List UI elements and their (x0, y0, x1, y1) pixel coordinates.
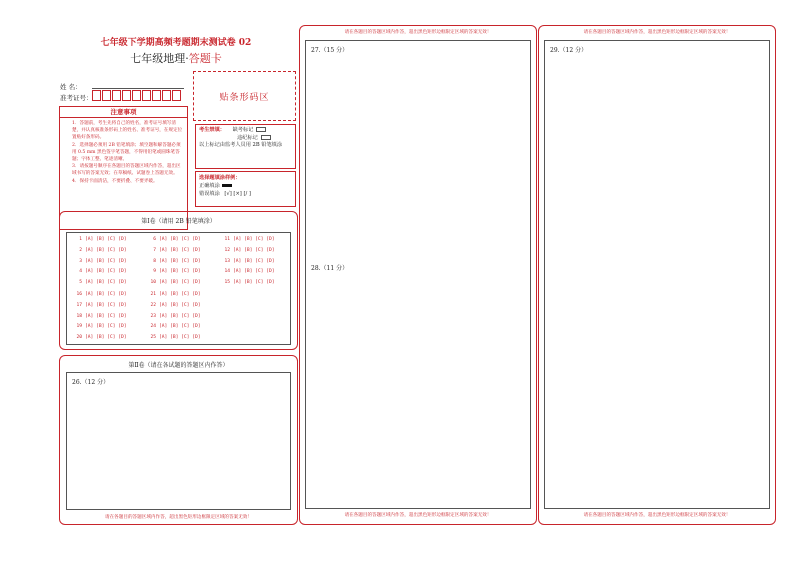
answer-options[interactable]: [A] [B] [C] [D] (85, 280, 127, 286)
choice-question-3[interactable] (73, 259, 127, 264)
question-26-label: 26.（12 分） (72, 379, 110, 386)
question-number: 21 (150, 292, 156, 297)
answer-area-26[interactable] (66, 372, 291, 510)
answer-options[interactable]: [A] [B] [C] [D] (159, 237, 201, 242)
answer-options[interactable]: [A] [B] [C] [D] (233, 258, 275, 264)
question-number: 2 (79, 247, 82, 253)
choice-question-11[interactable] (221, 237, 275, 242)
question-number: 1 (79, 237, 82, 242)
choice-question-19[interactable] (73, 324, 127, 329)
choice-question-2[interactable] (73, 248, 127, 253)
choice-question-7[interactable] (147, 248, 201, 253)
answer-card-label: 答题卡 (188, 52, 222, 65)
answer-options[interactable]: [A] [B] [C] [D] (159, 258, 201, 264)
question-number: 23 (150, 313, 156, 319)
answer-options[interactable]: [A] [B] [C] [D] (85, 258, 127, 264)
name-line[interactable] (92, 88, 184, 89)
question-number: 20 (76, 335, 82, 341)
answer-options[interactable]: [A] [B] [C] [D] (233, 237, 275, 242)
notice-item: 1．答题前，考生先将自己的姓名，准考证号填写清楚，并认真核准条形码上的姓名、准考证号，在规定位置贴好条形码。 (72, 121, 183, 141)
choice-question-5[interactable] (73, 280, 127, 285)
question-number: 11 (224, 237, 230, 242)
answer-options[interactable]: [A] [B] [C] [D] (85, 269, 127, 275)
absent-mark-box[interactable] (256, 127, 266, 132)
question-number: 17 (76, 302, 82, 308)
question-number: 22 (150, 302, 156, 308)
answer-options[interactable]: [A] [B] [C] [D] (159, 313, 201, 319)
answer-options[interactable]: [A] [B] [C] [D] (233, 247, 275, 253)
notice-item: 2．选择题必须用 2B 铅笔填涂；填空题和解答题必须用 0.5 mm 黑色签字笔答题，不得用铅笔或圆珠笔答题；字体工整、笔迹清晰。 (72, 142, 181, 163)
answer-options[interactable]: [A] [B] [C] [D] (159, 302, 201, 308)
warning-text: 请在各题目的答题区域内作答，超出黑色矩形边框限定区域的答案无效！ (583, 513, 731, 518)
question-number: 19 (76, 324, 82, 330)
choice-question-6[interactable] (147, 237, 201, 242)
choice-question-14[interactable] (221, 269, 275, 274)
notice-list (60, 120, 187, 185)
choice-question-16[interactable] (73, 292, 127, 297)
question-number: 14 (224, 269, 230, 275)
choice-question-22[interactable] (147, 303, 201, 308)
choice-question-4[interactable] (73, 269, 127, 274)
part2-section (59, 355, 298, 525)
violation-label: 违纪标记 (237, 134, 258, 141)
warning-text: 请在各题目的答题区域内作答，超出黑色矩形边框限定区域的答案无效！ (344, 513, 492, 518)
choice-question-8[interactable] (147, 259, 201, 264)
answer-options[interactable]: [A] [B] [C] [D] (85, 302, 127, 308)
choice-question-1[interactable] (73, 237, 127, 242)
exam-status-box (195, 124, 296, 169)
answer-options[interactable]: [A] [B] [C] [D] (85, 247, 127, 253)
answer-options[interactable]: [A] [B] [C] [D] (233, 269, 275, 275)
answer-options[interactable]: [A] [B] [C] [D] (159, 324, 201, 330)
answer-column-3 (538, 25, 776, 525)
choice-question-25[interactable] (147, 335, 201, 340)
answer-options[interactable]: [A] [B] [C] [D] (159, 292, 201, 297)
answer-options[interactable]: [A] [B] [C] [D] (159, 335, 201, 341)
question-number: 25 (150, 335, 156, 341)
question-number: 10 (150, 280, 156, 286)
question-number: 3 (79, 258, 82, 264)
wrong-fill-marks: [√] [×] [/ ] (224, 191, 251, 197)
answer-options[interactable]: [A] [B] [C] [D] (85, 324, 127, 330)
fill-sample-box (195, 171, 296, 207)
answer-options[interactable]: [A] [B] [C] [D] (85, 313, 127, 319)
correct-fill-mark (222, 184, 232, 187)
exam-id-label: 准考证号： (60, 94, 93, 102)
choice-question-10[interactable] (147, 280, 201, 285)
choice-question-18[interactable] (73, 314, 127, 319)
part1-title: 第Ⅰ卷（请用 2B 铅笔填涂） (141, 218, 216, 225)
question-number: 24 (150, 324, 156, 330)
question-number: 8 (153, 258, 156, 264)
subject-title (60, 50, 292, 66)
question-number: 15 (224, 280, 230, 286)
choice-question-21[interactable] (147, 292, 201, 297)
name-label: 姓 名： (60, 83, 82, 91)
part2-title: 第Ⅱ卷（请在各试题的答题区内作答） (128, 362, 229, 369)
part1-section (59, 211, 298, 350)
subject-label: 七年级地理· (130, 52, 189, 65)
answer-area-27-28[interactable] (305, 40, 531, 509)
correct-fill-label: 正确填涂 (199, 183, 220, 189)
question-29-label: 29.（12 分） (550, 47, 588, 54)
barcode-area: 贴条形码区 (193, 71, 296, 121)
notice-item: 4．保持卡面清洁，不要折叠、不要弄破。 (72, 178, 158, 184)
warning-text: 请在各题目的答题区域内作答，超出黑色矩形边框限定区域的答案无效！ (104, 515, 252, 520)
question-number: 13 (224, 258, 230, 264)
choice-question-13[interactable] (221, 259, 275, 264)
answer-options[interactable]: [A] [B] [C] [D] (85, 292, 127, 297)
warning-text: 请在各题目的答题区域内作答，超出黑色矩形边框限定区域的答案无效！ (583, 30, 731, 35)
choice-grid (66, 232, 291, 345)
answer-options[interactable]: [A] [B] [C] [D] (159, 280, 201, 286)
choice-question-17[interactable] (73, 303, 127, 308)
choice-question-12[interactable] (221, 248, 275, 253)
question-number: 9 (153, 269, 156, 275)
choice-question-23[interactable] (147, 314, 201, 319)
exam-id-boxes[interactable] (92, 90, 182, 101)
question-28-label: 28.（11 分） (311, 265, 349, 272)
warning-text: 请在各题目的答题区域内作答，超出黑色矩形边框限定区域的答案无效！ (344, 30, 492, 35)
choice-question-9[interactable] (147, 269, 201, 274)
answer-options[interactable]: [A] [B] [C] [D] (85, 237, 127, 242)
violation-mark-box[interactable] (261, 135, 271, 140)
answer-options[interactable]: [A] [B] [C] [D] (233, 280, 275, 286)
question-number: 5 (79, 280, 82, 286)
question-number: 18 (76, 313, 82, 319)
answer-area-29[interactable] (544, 40, 770, 509)
answer-options[interactable]: [A] [B] [C] [D] (85, 335, 127, 341)
fill-sample-title: 选择题填涂样例： (199, 175, 241, 181)
notice-title: 注意事项 (60, 107, 187, 118)
choice-question-20[interactable] (73, 335, 127, 340)
answer-column-2 (299, 25, 537, 525)
answer-options[interactable]: [A] [B] [C] [D] (159, 269, 201, 275)
absent-label: 缺考标记 (232, 127, 254, 133)
question-27-label: 27.（15 分） (311, 47, 349, 54)
choice-question-24[interactable] (147, 324, 201, 329)
exam-status-note: 以上标记由监考人员用 2B 铅笔填涂 (199, 142, 283, 148)
exam-title: 七年级下学期高频考题期末测试卷 02 (100, 38, 252, 48)
wrong-fill-label: 错误填涂 (199, 191, 220, 197)
question-number: 6 (153, 237, 156, 242)
choice-question-15[interactable] (221, 280, 275, 285)
question-number: 7 (153, 247, 156, 253)
question-number: 16 (76, 292, 82, 297)
answer-options[interactable]: [A] [B] [C] [D] (159, 247, 201, 253)
exam-status-title: 考生禁填： (199, 127, 225, 133)
notice-item: 3．请按题号顺序在各题目的答题区域内作答，超出区域书写的答案无效；在草稿纸、试题卷上答题无效。 (72, 164, 181, 177)
question-number: 12 (224, 247, 230, 253)
question-number: 4 (79, 269, 82, 275)
